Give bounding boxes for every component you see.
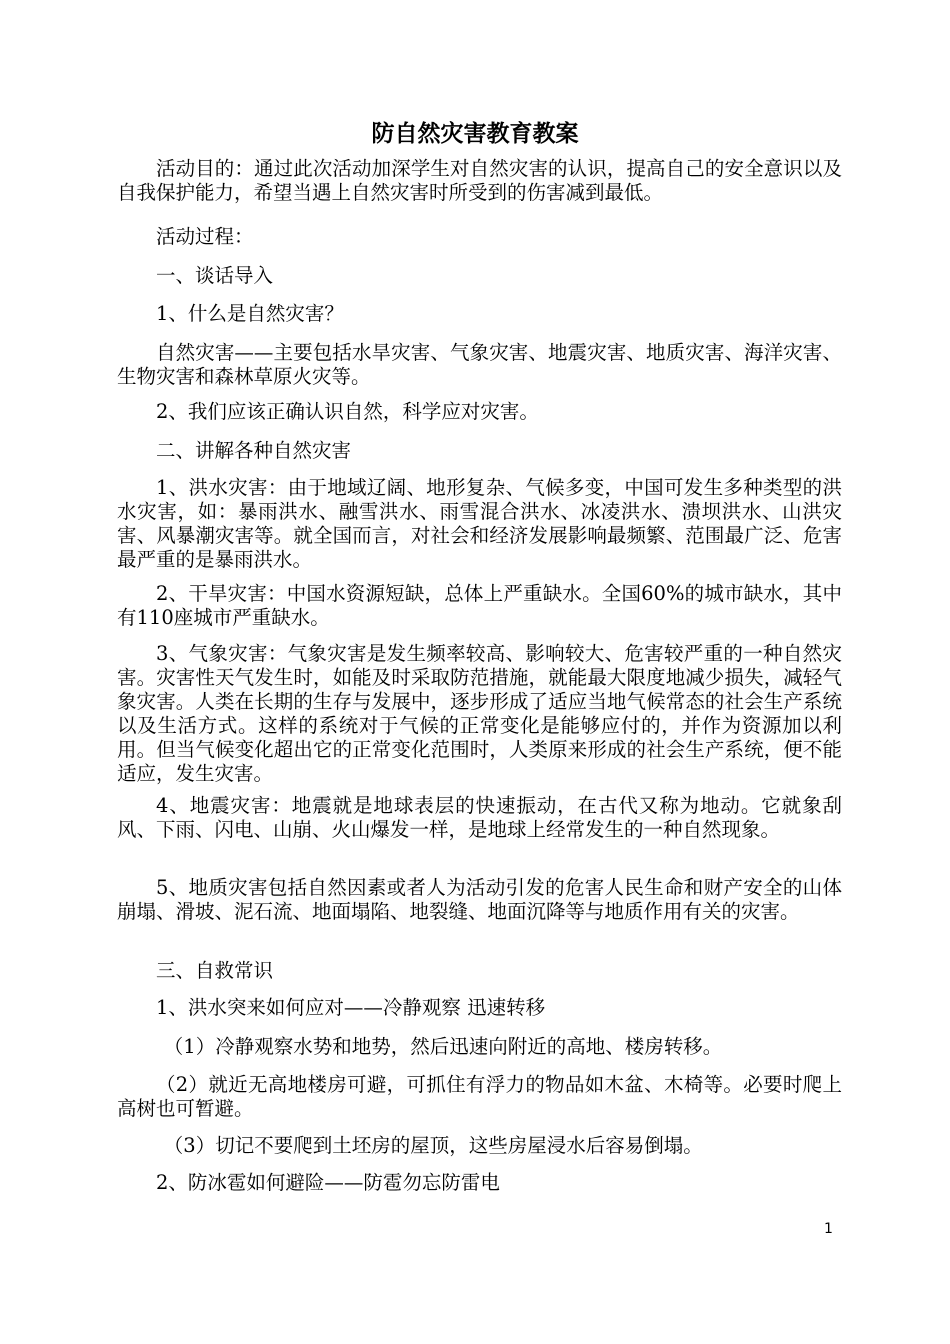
paragraph-process-heading: 活动过程：	[156, 225, 254, 248]
paragraph-flood: 1、洪水灾害：由于地域辽阔、地形复杂、气候多变，中国可发生多种类型的洪水灾害，如：暴雨洪水、融雪洪水、雨雪混合洪水、冰凌洪水、溃坝洪水、山洪灾害、风暴潮灾害等。就全国而言，对社会和经济发展影响最频繁、范围最广泛、危害最严重的是暴雨洪水。	[117, 476, 842, 571]
paragraph-flood-step-1: （1）冷静观察水势和地势，然后迅速向附近的高地、楼房转移。	[163, 1035, 723, 1058]
section-heading-disasters: 二、讲解各种自然灾害	[156, 439, 352, 462]
paragraph-definition: 自然灾害——主要包括水旱灾害、气象灾害、地震灾害、地质灾害、海洋灾害、生物灾害和森林草原火灾等。	[117, 341, 842, 388]
paragraph-hail: 2、防冰雹如何避险——防雹勿忘防雷电	[156, 1171, 500, 1194]
section-heading-self-rescue: 三、自救常识	[156, 959, 274, 982]
paragraph-meteorological: 3、气象灾害：气象灾害是发生频率较高、影响较大、危害较严重的一种自然灾害。灾害性天气发生时，如能及时采取防范措施，就能最大限度地减少损失，减轻气象灾害。人类在长期的生存与发展中，逐步形成了适应当地气候常态的社会生产系统以及生活方式。这样的系统对于气候的正常变化是能够应付的，并作为资源加以利用。但当气候变化超出它的正常变化范围时，人类原来形成的社会生产系统，便不能适应，发生灾害。	[117, 642, 842, 785]
document-title: 防自然灾害教育教案	[371, 121, 579, 147]
paragraph-geological: 5、地质灾害包括自然因素或者人为活动引发的危害人民生命和财产安全的山体崩塌、滑坡、泥石流、地面塌陷、地裂缝、地面沉降等与地质作用有关的灾害。	[117, 876, 842, 923]
section-heading-intro: 一、谈话导入	[156, 264, 274, 287]
paragraph-drought: 2、干旱灾害：中国水资源短缺，总体上严重缺水。全国60%的城市缺水，其中有110座城市严重缺水。	[117, 582, 842, 629]
paragraph-question: 1、什么是自然灾害？	[156, 302, 344, 325]
paragraph-flood-step-2: （2）就近无高地楼房可避，可抓住有浮力的物品如木盆、木椅等。必要时爬上高树也可暂避。	[117, 1073, 842, 1120]
paragraph-flood-response: 1、洪水突来如何应对——冷静观察 迅速转移	[156, 996, 546, 1019]
paragraph-earthquake: 4、地震灾害：地震就是地球表层的快速振动，在古代又称为地动。它就象刮风、下雨、闪电、山崩、火山爆发一样，是地球上经常发生的一种自然现象。	[117, 794, 842, 841]
paragraph-purpose: 活动目的：通过此次活动加深学生对自然灾害的认识，提高自己的安全意识以及自我保护能力，希望当遇上自然灾害时所受到的伤害减到最低。	[117, 157, 842, 204]
paragraph-flood-step-3: （3）切记不要爬到土坯房的屋顶，这些房屋浸水后容易倒塌。	[163, 1134, 703, 1157]
paragraph-recognize: 2、我们应该正确认识自然，科学应对灾害。	[156, 400, 539, 423]
page-number: 1	[824, 1221, 833, 1237]
